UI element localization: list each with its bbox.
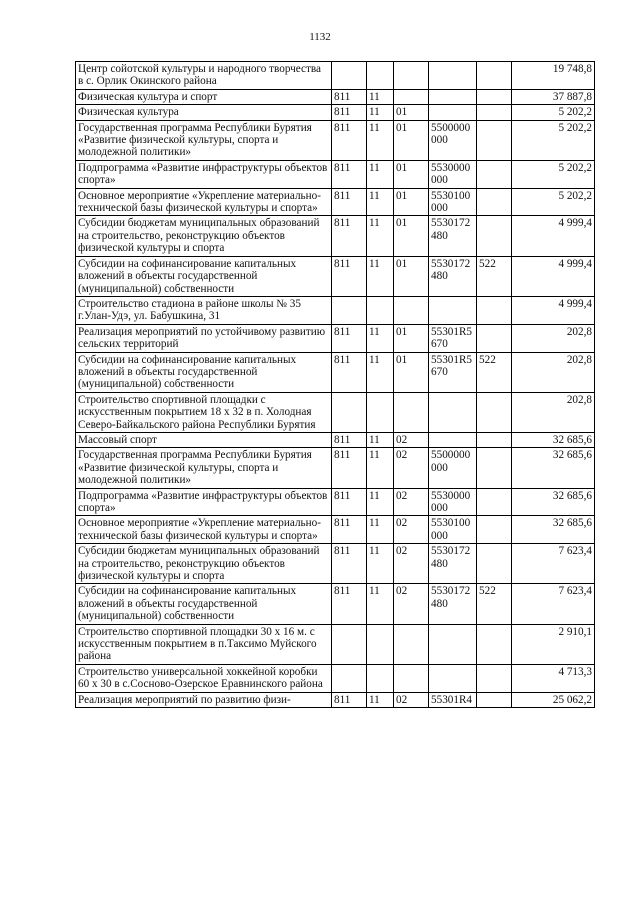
row-amount-cell: 202,8 (512, 352, 595, 392)
row-name-cell: Основное мероприятие «Укрепление материально-технической базы физической культуры и спорта» (76, 188, 332, 216)
row-section-cell: 11 (367, 324, 394, 352)
row-subsection-cell: 01 (394, 188, 429, 216)
table-row (76, 216, 595, 256)
row-target-article-cell: 5530172 480 (429, 584, 477, 624)
row-amount-cell: 5 202,2 (512, 105, 595, 120)
row-expense-type-cell (477, 62, 512, 90)
row-amount-cell: 4 999,4 (512, 296, 595, 324)
row-expense-type-cell (477, 120, 512, 160)
row-amount-cell: 25 062,2 (512, 692, 595, 707)
row-amount-cell: 7 623,4 (512, 584, 595, 624)
table-row (76, 352, 595, 392)
row-expense-type-cell: 522 (477, 352, 512, 392)
row-amount-cell: 4 999,4 (512, 256, 595, 296)
row-name-cell: Строительство универсальной хоккейной коробки 60 х 30 в с.Сосново-Озерское Еравнинского района (76, 664, 332, 692)
row-section-cell (367, 296, 394, 324)
row-target-article-cell: 5530172 480 (429, 544, 477, 584)
row-expense-type-cell (477, 188, 512, 216)
row-gr-code-cell: 811 (332, 544, 367, 584)
row-gr-code-cell: 811 (332, 188, 367, 216)
row-name-cell: Строительство спортивной площадки 30 х 16 м. с искусственным покрытием в п.Таксимо Муйского района (76, 624, 332, 664)
table-row (76, 692, 595, 707)
row-gr-code-cell (332, 664, 367, 692)
row-section-cell: 11 (367, 256, 394, 296)
row-target-article-cell: 55301R5 670 (429, 324, 477, 352)
table-row (76, 188, 595, 216)
row-gr-code-cell: 811 (332, 448, 367, 488)
row-subsection-cell: 02 (394, 692, 429, 707)
row-subsection-cell: 02 (394, 584, 429, 624)
row-expense-type-cell (477, 105, 512, 120)
row-section-cell: 11 (367, 105, 394, 120)
row-section-cell: 11 (367, 89, 394, 104)
row-gr-code-cell: 811 (332, 488, 367, 516)
row-expense-type-cell (477, 296, 512, 324)
table-row (76, 516, 595, 544)
row-name-cell: Массовый спорт (76, 432, 332, 447)
row-subsection-cell (394, 664, 429, 692)
row-target-article-cell: 55301R4 (429, 692, 477, 707)
row-target-article-cell: 5530000 000 (429, 488, 477, 516)
row-amount-cell: 202,8 (512, 392, 595, 432)
row-target-article-cell: 5500000 000 (429, 448, 477, 488)
row-subsection-cell: 01 (394, 105, 429, 120)
page-number: 1132 (309, 31, 331, 43)
row-section-cell: 11 (367, 544, 394, 584)
table-row (76, 448, 595, 488)
row-name-cell: Реализация мероприятий по устойчивому развитию сельских территорий (76, 324, 332, 352)
row-amount-cell: 4 999,4 (512, 216, 595, 256)
row-amount-cell: 32 685,6 (512, 432, 595, 447)
table-row (76, 432, 595, 447)
row-name-cell: Государственная программа Республики Бурятия «Развитие физической культуры, спорта и молодежной политики» (76, 448, 332, 488)
row-amount-cell: 19 748,8 (512, 62, 595, 90)
row-section-cell: 11 (367, 120, 394, 160)
table-row (76, 664, 595, 692)
row-name-cell: Субсидии на софинансирование капитальных вложений в объекты государственной (муниципальной) собственности (76, 256, 332, 296)
row-target-article-cell (429, 432, 477, 447)
table-row (76, 120, 595, 160)
row-target-article-cell: 5500000 000 (429, 120, 477, 160)
row-target-article-cell (429, 89, 477, 104)
row-name-cell: Реализация мероприятий по развитию физи- (76, 692, 332, 707)
row-expense-type-cell (477, 160, 512, 188)
budget-table-body (76, 62, 595, 708)
row-name-cell: Строительство спортивной площадки с искусственным покрытием 18 x 32 в п. Холодная Северо-Байкальского района Республики Бурятия (76, 392, 332, 432)
row-amount-cell: 32 685,6 (512, 448, 595, 488)
row-amount-cell: 7 623,4 (512, 544, 595, 584)
row-subsection-cell: 01 (394, 160, 429, 188)
row-name-cell: Подпрограмма «Развитие инфраструктуры объектов спорта» (76, 488, 332, 516)
row-expense-type-cell (477, 324, 512, 352)
row-section-cell (367, 624, 394, 664)
row-gr-code-cell: 811 (332, 89, 367, 104)
table-row (76, 160, 595, 188)
row-section-cell (367, 664, 394, 692)
row-amount-cell: 5 202,2 (512, 120, 595, 160)
row-subsection-cell: 02 (394, 432, 429, 447)
row-section-cell: 11 (367, 160, 394, 188)
row-section-cell (367, 62, 394, 90)
budget-table (75, 61, 595, 708)
row-subsection-cell: 01 (394, 216, 429, 256)
table-row (76, 624, 595, 664)
row-gr-code-cell: 811 (332, 516, 367, 544)
row-subsection-cell: 02 (394, 488, 429, 516)
row-expense-type-cell (477, 664, 512, 692)
row-gr-code-cell: 811 (332, 352, 367, 392)
row-name-cell: Субсидии на софинансирование капитальных вложений в объекты государственной (муниципальной) собственности (76, 352, 332, 392)
row-amount-cell: 32 685,6 (512, 516, 595, 544)
row-target-article-cell: 5530100 000 (429, 516, 477, 544)
row-target-article-cell: 5530172 480 (429, 256, 477, 296)
row-subsection-cell (394, 62, 429, 90)
row-target-article-cell (429, 392, 477, 432)
row-subsection-cell (394, 296, 429, 324)
row-subsection-cell: 02 (394, 544, 429, 584)
row-subsection-cell: 02 (394, 516, 429, 544)
table-row (76, 584, 595, 624)
row-subsection-cell: 02 (394, 448, 429, 488)
row-subsection-cell: 01 (394, 324, 429, 352)
row-name-cell: Субсидии бюджетам муниципальных образований на строительство, реконструкцию объектов физической культуры и спорта (76, 216, 332, 256)
row-name-cell: Субсидии бюджетам муниципальных образований на строительство, реконструкцию объектов физической культуры и спорта (76, 544, 332, 584)
row-gr-code-cell: 811 (332, 584, 367, 624)
row-gr-code-cell: 811 (332, 324, 367, 352)
row-name-cell: Основное мероприятие «Укрепление материально-технической базы физической культуры и спорта» (76, 516, 332, 544)
row-subsection-cell: 01 (394, 352, 429, 392)
row-section-cell: 11 (367, 188, 394, 216)
row-section-cell: 11 (367, 692, 394, 707)
row-name-cell: Физическая культура (76, 105, 332, 120)
row-gr-code-cell: 811 (332, 105, 367, 120)
row-section-cell: 11 (367, 488, 394, 516)
row-subsection-cell: 01 (394, 120, 429, 160)
row-expense-type-cell (477, 89, 512, 104)
row-target-article-cell (429, 62, 477, 90)
row-target-article-cell (429, 664, 477, 692)
row-amount-cell: 37 887,8 (512, 89, 595, 104)
row-name-cell: Центр сойотской культуры и народного творчества в с. Орлик Окинского района (76, 62, 332, 90)
table-row (76, 105, 595, 120)
table-row (76, 62, 595, 90)
row-name-cell: Субсидии на софинансирование капитальных вложений в объекты государственной (муниципальной) собственности (76, 584, 332, 624)
row-gr-code-cell (332, 62, 367, 90)
row-target-article-cell: 55301R5 670 (429, 352, 477, 392)
table-row (76, 392, 595, 432)
row-name-cell: Подпрограмма «Развитие инфраструктуры объектов спорта» (76, 160, 332, 188)
row-gr-code-cell: 811 (332, 432, 367, 447)
row-amount-cell: 32 685,6 (512, 488, 595, 516)
row-expense-type-cell (477, 392, 512, 432)
row-amount-cell: 202,8 (512, 324, 595, 352)
row-amount-cell: 5 202,2 (512, 188, 595, 216)
row-expense-type-cell (477, 448, 512, 488)
row-gr-code-cell: 811 (332, 692, 367, 707)
row-name-cell: Физическая культура и спорт (76, 89, 332, 104)
table-row (76, 256, 595, 296)
table-row (76, 544, 595, 584)
row-section-cell: 11 (367, 448, 394, 488)
row-expense-type-cell (477, 432, 512, 447)
table-row (76, 488, 595, 516)
row-section-cell (367, 392, 394, 432)
row-gr-code-cell (332, 624, 367, 664)
row-gr-code-cell: 811 (332, 216, 367, 256)
row-subsection-cell: 01 (394, 256, 429, 296)
row-gr-code-cell (332, 296, 367, 324)
row-expense-type-cell (477, 216, 512, 256)
row-name-cell: Государственная программа Республики Бурятия «Развитие физической культуры, спорта и молодежной политики» (76, 120, 332, 160)
row-section-cell: 11 (367, 432, 394, 447)
row-expense-type-cell (477, 544, 512, 584)
row-subsection-cell (394, 89, 429, 104)
row-amount-cell: 5 202,2 (512, 160, 595, 188)
row-target-article-cell: 5530172 480 (429, 216, 477, 256)
row-name-cell: Строительство стадиона в районе школы № 35 г.Улан-Удэ, ул. Бабушкина, 31 (76, 296, 332, 324)
row-target-article-cell (429, 105, 477, 120)
row-section-cell: 11 (367, 516, 394, 544)
row-subsection-cell (394, 392, 429, 432)
row-gr-code-cell: 811 (332, 120, 367, 160)
row-amount-cell: 4 713,3 (512, 664, 595, 692)
row-gr-code-cell: 811 (332, 160, 367, 188)
row-amount-cell: 2 910,1 (512, 624, 595, 664)
table-row (76, 296, 595, 324)
row-expense-type-cell (477, 624, 512, 664)
row-expense-type-cell (477, 692, 512, 707)
row-section-cell: 11 (367, 216, 394, 256)
row-target-article-cell: 5530000 000 (429, 160, 477, 188)
row-gr-code-cell: 811 (332, 256, 367, 296)
row-section-cell: 11 (367, 352, 394, 392)
row-expense-type-cell: 522 (477, 584, 512, 624)
row-expense-type-cell: 522 (477, 256, 512, 296)
table-row (76, 89, 595, 104)
table-row (76, 324, 595, 352)
row-subsection-cell (394, 624, 429, 664)
row-gr-code-cell (332, 392, 367, 432)
row-expense-type-cell (477, 516, 512, 544)
row-target-article-cell (429, 624, 477, 664)
row-target-article-cell (429, 296, 477, 324)
row-expense-type-cell (477, 488, 512, 516)
row-section-cell: 11 (367, 584, 394, 624)
row-target-article-cell: 5530100 000 (429, 188, 477, 216)
